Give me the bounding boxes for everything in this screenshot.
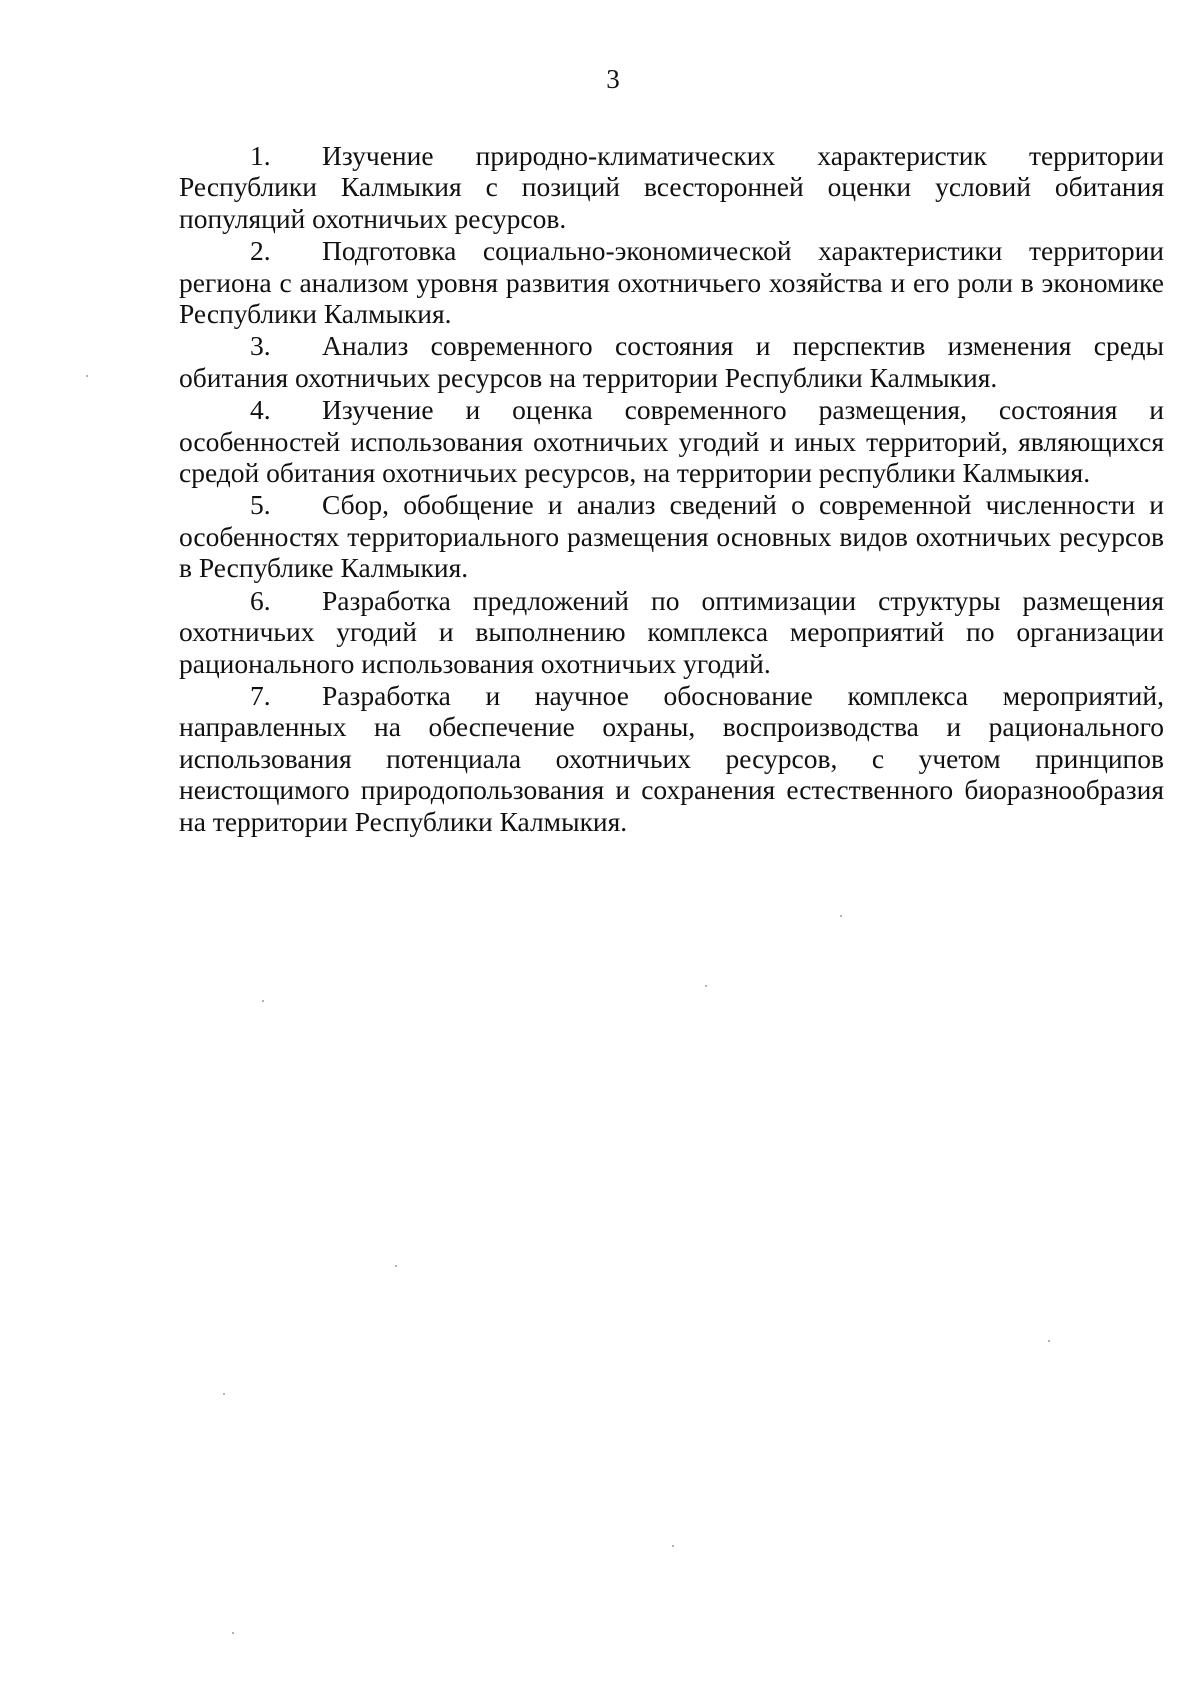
item-number: 6. <box>250 584 271 616</box>
item-number: 1. <box>250 140 271 171</box>
item-number: 7. <box>250 679 271 711</box>
item-text: Разработка предложений по оптимизации структуры размещения охотничьих угодий и выполнению комплекса мероприятий по организации рационального использования охотничьих угодий. <box>179 584 1164 679</box>
item-text: Сбор, обобщение и анализ сведений о современной численности и особенностях территориального размещения основных видов охотничьих ресурсов в Республике Калмыкия. <box>179 489 1164 584</box>
list-item <box>179 680 1164 837</box>
scan-speck <box>232 1632 234 1634</box>
list-item <box>179 394 1164 488</box>
item-text: Анализ современного состояния и перспектив изменения среды обитания охотничьих ресурсов на территории Республики Калмыкия. <box>179 330 1164 393</box>
page-number: 3 <box>606 64 620 94</box>
item-number: 5. <box>250 489 271 521</box>
scan-speck <box>395 1265 397 1267</box>
list-item <box>179 585 1164 679</box>
item-text: Подготовка социально-экономической характеристики территории региона с анализом уровня развития охотничьего хозяйства и его роли в экономике Республики Калмыкия. <box>179 235 1164 330</box>
scan-speck <box>262 1000 264 1002</box>
list-item <box>179 235 1164 329</box>
item-text: Разработка и научное обоснование комплекса мероприятий, направленных на обеспечение охраны, воспроизводства и рационального использования потенциала охотничьих ресурсов, с учетом принципов неистощимого природопользования и сохранения естественного биоразнообразия на территории Республики Калмыкия. <box>179 679 1164 837</box>
scan-speck <box>705 985 707 987</box>
scan-speck <box>672 1545 674 1547</box>
item-text: Изучение природно-климатических характеристик территории Республики Калмыкия с позиций всесторонней оценки условий обитания популяций охотничьих ресурсов. <box>179 140 1164 234</box>
numbered-list <box>179 140 1164 838</box>
scan-speck <box>86 375 88 377</box>
list-item <box>179 140 1164 234</box>
list-item <box>179 489 1164 583</box>
item-number: 2. <box>250 235 271 267</box>
item-number: 4. <box>250 394 271 426</box>
list-item <box>179 330 1164 393</box>
item-text: Изучение и оценка современного размещения, состояния и особенностей использования охотничьих угодий и иных территорий, являющихся средой обитания охотничьих ресурсов, на территории республики Калмыкия. <box>179 394 1164 489</box>
scan-speck <box>223 1393 225 1395</box>
item-number: 3. <box>250 330 271 362</box>
scan-speck <box>1048 1340 1050 1342</box>
scan-speck <box>840 915 842 917</box>
